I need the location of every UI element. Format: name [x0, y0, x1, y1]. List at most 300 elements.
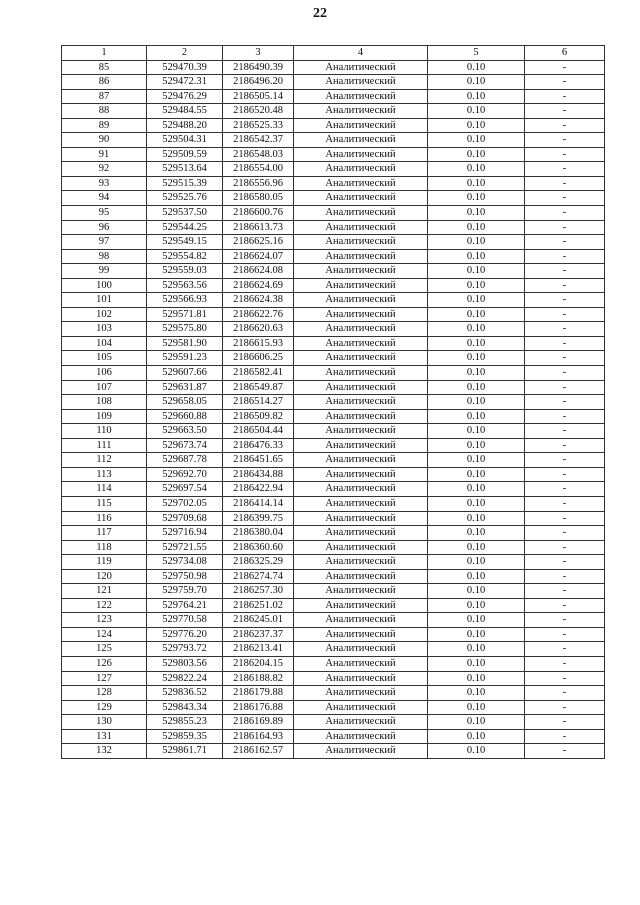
y-coordinate-cell: 2186504.44 [223, 424, 294, 439]
method-cell: Аналитический [294, 744, 428, 759]
y-coordinate-cell: 2186613.73 [223, 220, 294, 235]
x-coordinate-cell: 529697.54 [147, 482, 223, 497]
method-cell: Аналитический [294, 235, 428, 250]
method-cell: Аналитический [294, 729, 428, 744]
header-cell-4: 4 [294, 46, 428, 61]
accuracy-cell: 0.10 [428, 540, 525, 555]
table-row [62, 191, 605, 206]
y-coordinate-cell: 2186582.41 [223, 366, 294, 381]
note-cell: - [525, 671, 605, 686]
y-coordinate-cell: 2186274.74 [223, 569, 294, 584]
note-cell: - [525, 366, 605, 381]
point-number-cell: 124 [62, 627, 147, 642]
table-row [62, 60, 605, 75]
accuracy-cell: 0.10 [428, 206, 525, 221]
point-number-cell: 122 [62, 598, 147, 613]
x-coordinate-cell: 529513.64 [147, 162, 223, 177]
y-coordinate-cell: 2186257.30 [223, 584, 294, 599]
method-cell: Аналитический [294, 424, 428, 439]
point-number-cell: 104 [62, 336, 147, 351]
accuracy-cell: 0.10 [428, 336, 525, 351]
table-row [62, 715, 605, 730]
table-row [62, 278, 605, 293]
method-cell: Аналитический [294, 438, 428, 453]
accuracy-cell: 0.10 [428, 569, 525, 584]
y-coordinate-cell: 2186622.76 [223, 307, 294, 322]
table-row [62, 569, 605, 584]
method-cell: Аналитический [294, 555, 428, 570]
accuracy-cell: 0.10 [428, 744, 525, 759]
note-cell: - [525, 351, 605, 366]
table-row [62, 366, 605, 381]
table-row [62, 555, 605, 570]
note-cell: - [525, 191, 605, 206]
y-coordinate-cell: 2186624.69 [223, 278, 294, 293]
x-coordinate-cell: 529607.66 [147, 366, 223, 381]
point-number-cell: 108 [62, 395, 147, 410]
method-cell: Аналитический [294, 482, 428, 497]
x-coordinate-cell: 529566.93 [147, 293, 223, 308]
method-cell: Аналитический [294, 293, 428, 308]
table-row [62, 75, 605, 90]
accuracy-cell: 0.10 [428, 322, 525, 337]
point-number-cell: 93 [62, 176, 147, 191]
y-coordinate-cell: 2186162.57 [223, 744, 294, 759]
method-cell: Аналитический [294, 322, 428, 337]
y-coordinate-cell: 2186620.63 [223, 322, 294, 337]
point-number-cell: 99 [62, 264, 147, 279]
accuracy-cell: 0.10 [428, 162, 525, 177]
x-coordinate-cell: 529855.23 [147, 715, 223, 730]
table-row [62, 540, 605, 555]
accuracy-cell: 0.10 [428, 715, 525, 730]
note-cell: - [525, 307, 605, 322]
x-coordinate-cell: 529750.98 [147, 569, 223, 584]
note-cell: - [525, 729, 605, 744]
note-cell: - [525, 613, 605, 628]
accuracy-cell: 0.10 [428, 104, 525, 119]
x-coordinate-cell: 529484.55 [147, 104, 223, 119]
note-cell: - [525, 540, 605, 555]
y-coordinate-cell: 2186615.93 [223, 336, 294, 351]
point-number-cell: 128 [62, 686, 147, 701]
note-cell: - [525, 89, 605, 104]
table-row [62, 133, 605, 148]
y-coordinate-cell: 2186514.27 [223, 395, 294, 410]
note-cell: - [525, 482, 605, 497]
note-cell: - [525, 118, 605, 133]
method-cell: Аналитический [294, 264, 428, 279]
note-cell: - [525, 453, 605, 468]
y-coordinate-cell: 2186554.00 [223, 162, 294, 177]
point-number-cell: 112 [62, 453, 147, 468]
table-row [62, 627, 605, 642]
accuracy-cell: 0.10 [428, 482, 525, 497]
x-coordinate-cell: 529591.23 [147, 351, 223, 366]
header-cell-2: 2 [147, 46, 223, 61]
table-body [62, 60, 605, 758]
accuracy-cell: 0.10 [428, 395, 525, 410]
table-row [62, 395, 605, 410]
point-number-cell: 125 [62, 642, 147, 657]
x-coordinate-cell: 529734.08 [147, 555, 223, 570]
y-coordinate-cell: 2186188.82 [223, 671, 294, 686]
note-cell: - [525, 293, 605, 308]
y-coordinate-cell: 2186451.65 [223, 453, 294, 468]
y-coordinate-cell: 2186505.14 [223, 89, 294, 104]
accuracy-cell: 0.10 [428, 220, 525, 235]
note-cell: - [525, 75, 605, 90]
x-coordinate-cell: 529549.15 [147, 235, 223, 250]
x-coordinate-cell: 529631.87 [147, 380, 223, 395]
y-coordinate-cell: 2186251.02 [223, 598, 294, 613]
y-coordinate-cell: 2186520.48 [223, 104, 294, 119]
accuracy-cell: 0.10 [428, 249, 525, 264]
x-coordinate-cell: 529554.82 [147, 249, 223, 264]
point-number-cell: 114 [62, 482, 147, 497]
y-coordinate-cell: 2186606.25 [223, 351, 294, 366]
note-cell: - [525, 220, 605, 235]
y-coordinate-cell: 2186169.89 [223, 715, 294, 730]
x-coordinate-cell: 529861.71 [147, 744, 223, 759]
point-number-cell: 130 [62, 715, 147, 730]
accuracy-cell: 0.10 [428, 598, 525, 613]
method-cell: Аналитический [294, 191, 428, 206]
table-row [62, 482, 605, 497]
y-coordinate-cell: 2186525.33 [223, 118, 294, 133]
method-cell: Аналитический [294, 220, 428, 235]
point-number-cell: 123 [62, 613, 147, 628]
point-number-cell: 88 [62, 104, 147, 119]
table-row [62, 380, 605, 395]
x-coordinate-cell: 529660.88 [147, 409, 223, 424]
y-coordinate-cell: 2186176.88 [223, 700, 294, 715]
x-coordinate-cell: 529759.70 [147, 584, 223, 599]
point-number-cell: 87 [62, 89, 147, 104]
point-number-cell: 90 [62, 133, 147, 148]
accuracy-cell: 0.10 [428, 729, 525, 744]
table-row [62, 642, 605, 657]
y-coordinate-cell: 2186624.08 [223, 264, 294, 279]
point-number-cell: 110 [62, 424, 147, 439]
note-cell: - [525, 336, 605, 351]
table-row [62, 729, 605, 744]
point-number-cell: 95 [62, 206, 147, 221]
point-number-cell: 117 [62, 526, 147, 541]
x-coordinate-cell: 529709.68 [147, 511, 223, 526]
note-cell: - [525, 656, 605, 671]
note-cell: - [525, 322, 605, 337]
y-coordinate-cell: 2186624.38 [223, 293, 294, 308]
x-coordinate-cell: 529488.20 [147, 118, 223, 133]
point-number-cell: 115 [62, 496, 147, 511]
y-coordinate-cell: 2186556.96 [223, 176, 294, 191]
method-cell: Аналитический [294, 118, 428, 133]
note-cell: - [525, 744, 605, 759]
y-coordinate-cell: 2186360.60 [223, 540, 294, 555]
accuracy-cell: 0.10 [428, 409, 525, 424]
note-cell: - [525, 642, 605, 657]
x-coordinate-cell: 529504.31 [147, 133, 223, 148]
x-coordinate-cell: 529537.50 [147, 206, 223, 221]
method-cell: Аналитический [294, 366, 428, 381]
x-coordinate-cell: 529575.80 [147, 322, 223, 337]
accuracy-cell: 0.10 [428, 424, 525, 439]
point-number-cell: 113 [62, 467, 147, 482]
table-row [62, 351, 605, 366]
note-cell: - [525, 467, 605, 482]
accuracy-cell: 0.10 [428, 60, 525, 75]
point-number-cell: 89 [62, 118, 147, 133]
note-cell: - [525, 526, 605, 541]
header-row [62, 46, 605, 61]
note-cell: - [525, 147, 605, 162]
table-row [62, 249, 605, 264]
point-number-cell: 127 [62, 671, 147, 686]
method-cell: Аналитический [294, 584, 428, 599]
note-cell: - [525, 409, 605, 424]
y-coordinate-cell: 2186549.87 [223, 380, 294, 395]
accuracy-cell: 0.10 [428, 671, 525, 686]
method-cell: Аналитический [294, 656, 428, 671]
y-coordinate-cell: 2186624.07 [223, 249, 294, 264]
point-number-cell: 126 [62, 656, 147, 671]
table-row [62, 467, 605, 482]
point-number-cell: 120 [62, 569, 147, 584]
accuracy-cell: 0.10 [428, 686, 525, 701]
y-coordinate-cell: 2186414.14 [223, 496, 294, 511]
method-cell: Аналитический [294, 249, 428, 264]
x-coordinate-cell: 529764.21 [147, 598, 223, 613]
note-cell: - [525, 278, 605, 293]
table-row [62, 264, 605, 279]
note-cell: - [525, 104, 605, 119]
accuracy-cell: 0.10 [428, 176, 525, 191]
method-cell: Аналитический [294, 395, 428, 410]
point-number-cell: 100 [62, 278, 147, 293]
x-coordinate-cell: 529836.52 [147, 686, 223, 701]
point-number-cell: 92 [62, 162, 147, 177]
note-cell: - [525, 424, 605, 439]
table-row [62, 147, 605, 162]
point-number-cell: 132 [62, 744, 147, 759]
page-number: 22 [313, 6, 327, 21]
y-coordinate-cell: 2186509.82 [223, 409, 294, 424]
method-cell: Аналитический [294, 409, 428, 424]
accuracy-cell: 0.10 [428, 75, 525, 90]
method-cell: Аналитический [294, 380, 428, 395]
point-number-cell: 97 [62, 235, 147, 250]
note-cell: - [525, 627, 605, 642]
accuracy-cell: 0.10 [428, 453, 525, 468]
note-cell: - [525, 496, 605, 511]
method-cell: Аналитический [294, 278, 428, 293]
point-number-cell: 96 [62, 220, 147, 235]
point-number-cell: 98 [62, 249, 147, 264]
method-cell: Аналитический [294, 307, 428, 322]
table-row [62, 424, 605, 439]
table-row [62, 322, 605, 337]
table-header [62, 46, 605, 61]
y-coordinate-cell: 2186600.76 [223, 206, 294, 221]
method-cell: Аналитический [294, 206, 428, 221]
accuracy-cell: 0.10 [428, 496, 525, 511]
accuracy-cell: 0.10 [428, 526, 525, 541]
x-coordinate-cell: 529843.34 [147, 700, 223, 715]
x-coordinate-cell: 529770.58 [147, 613, 223, 628]
table-row [62, 613, 605, 628]
y-coordinate-cell: 2186380.04 [223, 526, 294, 541]
y-coordinate-cell: 2186245.01 [223, 613, 294, 628]
method-cell: Аналитический [294, 176, 428, 191]
accuracy-cell: 0.10 [428, 467, 525, 482]
point-number-cell: 86 [62, 75, 147, 90]
y-coordinate-cell: 2186325.29 [223, 555, 294, 570]
table-row [62, 598, 605, 613]
method-cell: Аналитический [294, 453, 428, 468]
note-cell: - [525, 511, 605, 526]
accuracy-cell: 0.10 [428, 89, 525, 104]
x-coordinate-cell: 529793.72 [147, 642, 223, 657]
y-coordinate-cell: 2186542.37 [223, 133, 294, 148]
method-cell: Аналитический [294, 60, 428, 75]
point-number-cell: 105 [62, 351, 147, 366]
y-coordinate-cell: 2186213.41 [223, 642, 294, 657]
accuracy-cell: 0.10 [428, 264, 525, 279]
accuracy-cell: 0.10 [428, 627, 525, 642]
point-number-cell: 94 [62, 191, 147, 206]
x-coordinate-cell: 529525.76 [147, 191, 223, 206]
x-coordinate-cell: 529692.70 [147, 467, 223, 482]
table-row [62, 671, 605, 686]
table-row [62, 118, 605, 133]
note-cell: - [525, 395, 605, 410]
accuracy-cell: 0.10 [428, 380, 525, 395]
y-coordinate-cell: 2186490.39 [223, 60, 294, 75]
accuracy-cell: 0.10 [428, 191, 525, 206]
point-number-cell: 118 [62, 540, 147, 555]
point-number-cell: 102 [62, 307, 147, 322]
accuracy-cell: 0.10 [428, 613, 525, 628]
method-cell: Аналитический [294, 511, 428, 526]
header-cell-1: 1 [62, 46, 147, 61]
table-row [62, 526, 605, 541]
y-coordinate-cell: 2186434.88 [223, 467, 294, 482]
accuracy-cell: 0.10 [428, 147, 525, 162]
x-coordinate-cell: 529822.24 [147, 671, 223, 686]
point-number-cell: 91 [62, 147, 147, 162]
method-cell: Аналитический [294, 627, 428, 642]
method-cell: Аналитический [294, 496, 428, 511]
accuracy-cell: 0.10 [428, 555, 525, 570]
method-cell: Аналитический [294, 613, 428, 628]
y-coordinate-cell: 2186422.94 [223, 482, 294, 497]
table-row [62, 176, 605, 191]
x-coordinate-cell: 529702.05 [147, 496, 223, 511]
table-row [62, 496, 605, 511]
point-number-cell: 119 [62, 555, 147, 570]
note-cell: - [525, 380, 605, 395]
table-row [62, 584, 605, 599]
y-coordinate-cell: 2186548.03 [223, 147, 294, 162]
point-number-cell: 116 [62, 511, 147, 526]
method-cell: Аналитический [294, 133, 428, 148]
point-number-cell: 106 [62, 366, 147, 381]
accuracy-cell: 0.10 [428, 511, 525, 526]
accuracy-cell: 0.10 [428, 700, 525, 715]
accuracy-cell: 0.10 [428, 642, 525, 657]
note-cell: - [525, 715, 605, 730]
y-coordinate-cell: 2186204.15 [223, 656, 294, 671]
note-cell: - [525, 249, 605, 264]
x-coordinate-cell: 529803.56 [147, 656, 223, 671]
y-coordinate-cell: 2186496.20 [223, 75, 294, 90]
accuracy-cell: 0.10 [428, 118, 525, 133]
accuracy-cell: 0.10 [428, 656, 525, 671]
point-number-cell: 85 [62, 60, 147, 75]
accuracy-cell: 0.10 [428, 438, 525, 453]
table-row [62, 686, 605, 701]
accuracy-cell: 0.10 [428, 366, 525, 381]
note-cell: - [525, 235, 605, 250]
note-cell: - [525, 206, 605, 221]
x-coordinate-cell: 529716.94 [147, 526, 223, 541]
table-row [62, 656, 605, 671]
y-coordinate-cell: 2186476.33 [223, 438, 294, 453]
note-cell: - [525, 555, 605, 570]
note-cell: - [525, 700, 605, 715]
x-coordinate-cell: 529544.25 [147, 220, 223, 235]
table-row [62, 220, 605, 235]
table-row [62, 744, 605, 759]
point-number-cell: 121 [62, 584, 147, 599]
method-cell: Аналитический [294, 642, 428, 657]
x-coordinate-cell: 529859.35 [147, 729, 223, 744]
note-cell: - [525, 438, 605, 453]
note-cell: - [525, 569, 605, 584]
table-row [62, 235, 605, 250]
x-coordinate-cell: 529721.55 [147, 540, 223, 555]
note-cell: - [525, 133, 605, 148]
method-cell: Аналитический [294, 336, 428, 351]
note-cell: - [525, 176, 605, 191]
point-number-cell: 129 [62, 700, 147, 715]
x-coordinate-cell: 529472.31 [147, 75, 223, 90]
accuracy-cell: 0.10 [428, 307, 525, 322]
note-cell: - [525, 264, 605, 279]
x-coordinate-cell: 529509.59 [147, 147, 223, 162]
y-coordinate-cell: 2186625.16 [223, 235, 294, 250]
x-coordinate-cell: 529571.81 [147, 307, 223, 322]
table-row [62, 453, 605, 468]
table-row [62, 511, 605, 526]
x-coordinate-cell: 529673.74 [147, 438, 223, 453]
y-coordinate-cell: 2186580.05 [223, 191, 294, 206]
point-number-cell: 103 [62, 322, 147, 337]
table-row [62, 104, 605, 119]
x-coordinate-cell: 529476.29 [147, 89, 223, 104]
method-cell: Аналитический [294, 89, 428, 104]
note-cell: - [525, 584, 605, 599]
method-cell: Аналитический [294, 715, 428, 730]
y-coordinate-cell: 2186399.75 [223, 511, 294, 526]
accuracy-cell: 0.10 [428, 293, 525, 308]
point-number-cell: 101 [62, 293, 147, 308]
method-cell: Аналитический [294, 671, 428, 686]
x-coordinate-cell: 529776.20 [147, 627, 223, 642]
point-number-cell: 109 [62, 409, 147, 424]
x-coordinate-cell: 529687.78 [147, 453, 223, 468]
